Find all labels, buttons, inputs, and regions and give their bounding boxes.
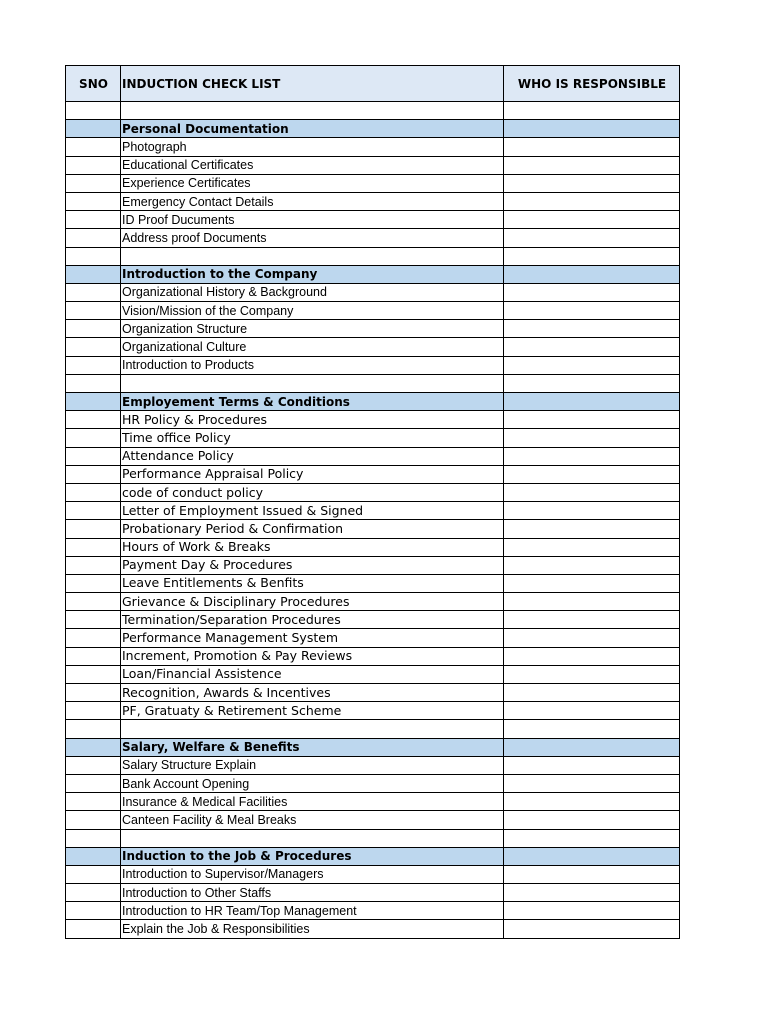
sno-cell[interactable]	[66, 684, 121, 702]
checklist-item-row	[66, 920, 680, 938]
checklist-item-text: Attendance Policy	[121, 447, 504, 465]
responsible-cell[interactable]	[504, 156, 680, 174]
sno-cell[interactable]	[66, 702, 121, 720]
responsible-cell[interactable]	[504, 356, 680, 374]
responsible-cell[interactable]	[504, 374, 680, 392]
responsible-cell[interactable]	[504, 283, 680, 301]
responsible-cell[interactable]	[504, 665, 680, 683]
sno-cell[interactable]	[66, 520, 121, 538]
section-title: Salary, Welfare & Benefits	[121, 738, 504, 756]
checklist-item-row	[66, 665, 680, 683]
checklist-item-text: Grievance & Disciplinary Procedures	[121, 593, 504, 611]
checklist-item-text: Letter of Employment Issued & Signed	[121, 502, 504, 520]
responsible-cell[interactable]	[504, 138, 680, 156]
checklist-item-row	[66, 647, 680, 665]
sno-cell[interactable]	[66, 429, 121, 447]
sno-cell[interactable]	[66, 611, 121, 629]
sno-cell[interactable]	[66, 865, 121, 883]
sno-cell[interactable]	[66, 502, 121, 520]
sno-cell[interactable]	[66, 847, 121, 865]
blank-row	[66, 374, 680, 392]
blank-row	[66, 102, 680, 120]
responsible-cell[interactable]	[504, 120, 680, 138]
header-row	[66, 66, 680, 102]
checklist-item-text	[121, 247, 504, 265]
responsible-cell[interactable]	[504, 320, 680, 338]
responsible-cell[interactable]	[504, 684, 680, 702]
sno-cell[interactable]	[66, 229, 121, 247]
section-title: Employement Terms & Conditions	[121, 393, 504, 411]
checklist-item-text: Organization Structure	[121, 320, 504, 338]
checklist-item-row	[66, 302, 680, 320]
section-header-row	[66, 265, 680, 283]
sno-cell[interactable]	[66, 156, 121, 174]
sno-cell[interactable]	[66, 665, 121, 683]
sno-cell[interactable]	[66, 393, 121, 411]
checklist-item-text: Vision/Mission of the Company	[121, 302, 504, 320]
responsible-cell[interactable]	[504, 902, 680, 920]
checklist-item-text: Recognition, Awards & Incentives	[121, 684, 504, 702]
responsible-header: WHO IS RESPONSIBLE	[504, 66, 680, 102]
checklist-item-text: Organizational Culture	[121, 338, 504, 356]
responsible-cell[interactable]	[504, 447, 680, 465]
sno-cell[interactable]	[66, 138, 121, 156]
sno-cell[interactable]	[66, 102, 121, 120]
checklist-item-text: Payment Day & Procedures	[121, 556, 504, 574]
checklist-item-text	[121, 374, 504, 392]
sno-cell[interactable]	[66, 902, 121, 920]
responsible-cell[interactable]	[504, 265, 680, 283]
checklist-item-text: Emergency Contact Details	[121, 192, 504, 210]
sno-cell[interactable]	[66, 829, 121, 847]
checklist-item-text: Insurance & Medical Facilities	[121, 793, 504, 811]
checklist-item-text: Performance Management System	[121, 629, 504, 647]
checklist-item-row	[66, 338, 680, 356]
checklist-item-row	[66, 684, 680, 702]
checklist-item-text: Leave Entitlements & Benfits	[121, 574, 504, 592]
responsible-cell[interactable]	[504, 556, 680, 574]
sno-cell[interactable]	[66, 411, 121, 429]
sno-cell[interactable]	[66, 174, 121, 192]
sno-cell[interactable]	[66, 593, 121, 611]
responsible-cell[interactable]	[504, 920, 680, 938]
responsible-cell[interactable]	[504, 429, 680, 447]
responsible-cell[interactable]	[504, 247, 680, 265]
sno-header: SNO	[66, 66, 121, 102]
responsible-cell[interactable]	[504, 865, 680, 883]
checklist-item-text	[121, 829, 504, 847]
sno-cell[interactable]	[66, 320, 121, 338]
sno-cell[interactable]	[66, 756, 121, 774]
checklist-item-row	[66, 174, 680, 192]
section-title: Introduction to the Company	[121, 265, 504, 283]
section-title: Induction to the Job & Procedures	[121, 847, 504, 865]
checklist-item-text: Introduction to HR Team/Top Management	[121, 902, 504, 920]
checklist-item-row	[66, 774, 680, 792]
checklist-item-row	[66, 356, 680, 374]
checklist-item-row	[66, 556, 680, 574]
responsible-cell[interactable]	[504, 847, 680, 865]
checklist-item-text: code of conduct policy	[121, 483, 504, 501]
sno-cell[interactable]	[66, 774, 121, 792]
responsible-cell[interactable]	[504, 702, 680, 720]
checklist-item-text: Organizational History & Background	[121, 283, 504, 301]
checklist-item-row	[66, 502, 680, 520]
checklist-item-text: Explain the Job & Responsibilities	[121, 920, 504, 938]
checklist-item-text: Introduction to Products	[121, 356, 504, 374]
responsible-cell[interactable]	[504, 720, 680, 738]
sno-cell[interactable]	[66, 793, 121, 811]
checklist-item-row	[66, 211, 680, 229]
section-title: Personal Documentation	[121, 120, 504, 138]
sno-cell[interactable]	[66, 920, 121, 938]
sno-cell[interactable]	[66, 811, 121, 829]
checklist-item-text: Canteen Facility & Meal Breaks	[121, 811, 504, 829]
sno-cell[interactable]	[66, 356, 121, 374]
checklist-item-text: Loan/Financial Assistence	[121, 665, 504, 683]
sno-cell[interactable]	[66, 447, 121, 465]
responsible-cell[interactable]	[504, 174, 680, 192]
blank-row	[66, 720, 680, 738]
responsible-cell[interactable]	[504, 574, 680, 592]
sno-cell[interactable]	[66, 465, 121, 483]
responsible-cell[interactable]	[504, 611, 680, 629]
sno-cell[interactable]	[66, 884, 121, 902]
checklist-item-row	[66, 756, 680, 774]
sno-cell[interactable]	[66, 738, 121, 756]
responsible-cell[interactable]	[504, 229, 680, 247]
blank-row	[66, 829, 680, 847]
checklist-item-text: Performance Appraisal Policy	[121, 465, 504, 483]
checklist-item-row	[66, 702, 680, 720]
blank-row	[66, 247, 680, 265]
checklist-body	[66, 102, 680, 939]
checklist-item-text: Educational Certificates	[121, 156, 504, 174]
checklist-item-row	[66, 429, 680, 447]
responsible-cell[interactable]	[504, 502, 680, 520]
sno-cell[interactable]	[66, 720, 121, 738]
checklist-item-row	[66, 229, 680, 247]
checklist-item-text: Probationary Period & Confirmation	[121, 520, 504, 538]
responsible-cell[interactable]	[504, 829, 680, 847]
checklist-item-text: Termination/Separation Procedures	[121, 611, 504, 629]
checklist-item-row	[66, 593, 680, 611]
checklist-item-text: Time office Policy	[121, 429, 504, 447]
checklist-item-text: HR Policy & Procedures	[121, 411, 504, 429]
checklist-item-row	[66, 520, 680, 538]
checklist-item-row	[66, 884, 680, 902]
checklist-item-text: Photograph	[121, 138, 504, 156]
responsible-cell[interactable]	[504, 647, 680, 665]
checklist-item-text: ID Proof Ducuments	[121, 211, 504, 229]
sno-cell[interactable]	[66, 338, 121, 356]
responsible-cell[interactable]	[504, 192, 680, 210]
sno-cell[interactable]	[66, 302, 121, 320]
sno-cell[interactable]	[66, 192, 121, 210]
checklist-item-row	[66, 902, 680, 920]
sno-cell[interactable]	[66, 538, 121, 556]
sno-cell[interactable]	[66, 120, 121, 138]
section-header-row	[66, 120, 680, 138]
sno-cell[interactable]	[66, 574, 121, 592]
checklist-item-row	[66, 283, 680, 301]
sno-cell[interactable]	[66, 629, 121, 647]
checklist-item-row	[66, 465, 680, 483]
checklist-item-row	[66, 483, 680, 501]
checklist-item-row	[66, 865, 680, 883]
responsible-cell[interactable]	[504, 483, 680, 501]
checklist-item-text	[121, 102, 504, 120]
checklist-item-text: Experience Certificates	[121, 174, 504, 192]
responsible-cell[interactable]	[504, 884, 680, 902]
sno-cell[interactable]	[66, 283, 121, 301]
checklist-item-row	[66, 156, 680, 174]
responsible-cell[interactable]	[504, 302, 680, 320]
responsible-cell[interactable]	[504, 629, 680, 647]
checklist-item-row	[66, 320, 680, 338]
sno-cell[interactable]	[66, 247, 121, 265]
sno-cell[interactable]	[66, 374, 121, 392]
responsible-cell[interactable]	[504, 465, 680, 483]
section-header-row	[66, 847, 680, 865]
responsible-cell[interactable]	[504, 593, 680, 611]
checklist-item-text: PF, Gratuaty & Retirement Scheme	[121, 702, 504, 720]
sno-cell[interactable]	[66, 211, 121, 229]
checklist-item-row	[66, 411, 680, 429]
responsible-cell[interactable]	[504, 793, 680, 811]
responsible-cell[interactable]	[504, 756, 680, 774]
checklist-title-header: INDUCTION CHECK LIST	[121, 66, 504, 102]
checklist-item-text: Bank Account Opening	[121, 774, 504, 792]
responsible-cell[interactable]	[504, 520, 680, 538]
checklist-item-row	[66, 192, 680, 210]
responsible-cell[interactable]	[504, 411, 680, 429]
checklist-item-text: Introduction to Supervisor/Managers	[121, 865, 504, 883]
responsible-cell[interactable]	[504, 774, 680, 792]
checklist-item-row	[66, 574, 680, 592]
responsible-cell[interactable]	[504, 538, 680, 556]
sno-cell[interactable]	[66, 556, 121, 574]
responsible-cell[interactable]	[504, 393, 680, 411]
responsible-cell[interactable]	[504, 338, 680, 356]
section-header-row	[66, 393, 680, 411]
sno-cell[interactable]	[66, 483, 121, 501]
checklist-item-text: Address proof Documents	[121, 229, 504, 247]
checklist-item-row	[66, 538, 680, 556]
checklist-item-text: Introduction to Other Staffs	[121, 884, 504, 902]
checklist-item-row	[66, 811, 680, 829]
checklist-item-row	[66, 447, 680, 465]
checklist-item-text: Salary Structure Explain	[121, 756, 504, 774]
sno-cell[interactable]	[66, 647, 121, 665]
checklist-item-row	[66, 611, 680, 629]
checklist-item-row	[66, 138, 680, 156]
checklist-item-row	[66, 629, 680, 647]
responsible-cell[interactable]	[504, 811, 680, 829]
checklist-item-text	[121, 720, 504, 738]
induction-checklist-table	[65, 65, 680, 939]
checklist-item-text: Hours of Work & Breaks	[121, 538, 504, 556]
sno-cell[interactable]	[66, 265, 121, 283]
section-header-row	[66, 738, 680, 756]
responsible-cell[interactable]	[504, 211, 680, 229]
checklist-item-text: Increment, Promotion & Pay Reviews	[121, 647, 504, 665]
responsible-cell[interactable]	[504, 102, 680, 120]
checklist-item-row	[66, 793, 680, 811]
responsible-cell[interactable]	[504, 738, 680, 756]
